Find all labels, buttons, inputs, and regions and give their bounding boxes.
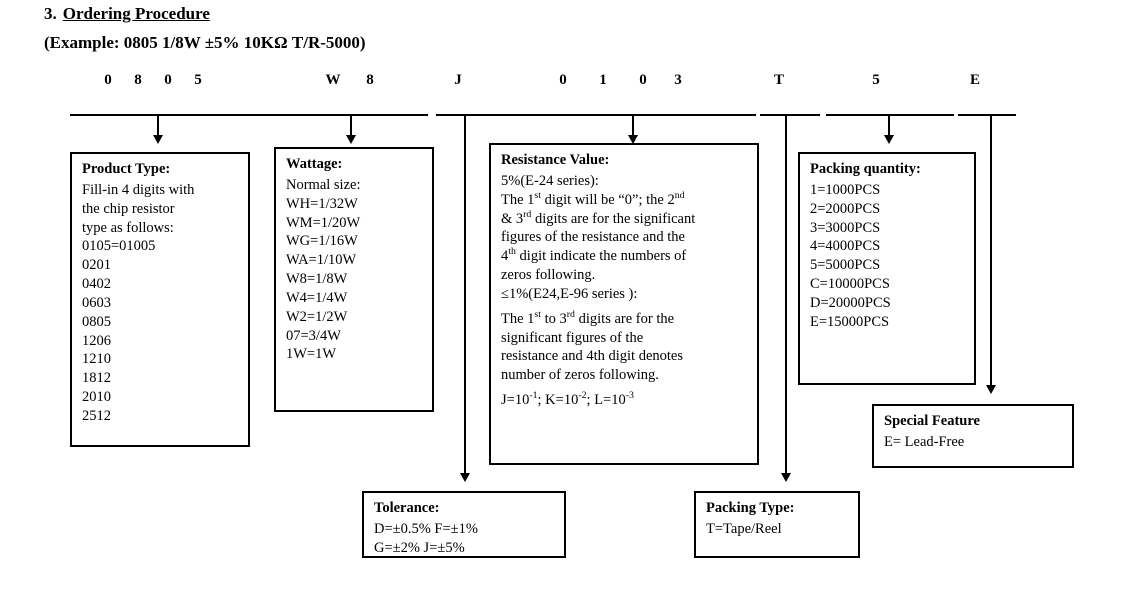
wattage-box	[274, 147, 434, 412]
resistance-value-box	[489, 143, 759, 465]
connector-line-special-feature-vertical	[990, 114, 992, 386]
code-digit: 5	[872, 72, 880, 88]
product-type-line: 0105=01005	[82, 238, 156, 255]
connector-line-wattage	[276, 114, 428, 116]
tolerance-box	[362, 491, 566, 558]
packing-quantity-line: C=10000PCS	[810, 276, 890, 293]
arrow-down-icon	[460, 473, 470, 482]
wattage-line: WH=1/32W	[286, 195, 358, 212]
packing-type-title: Packing Type:	[706, 500, 795, 516]
resistance-sup: rd	[566, 308, 575, 320]
packing-quantity-title: Packing quantity:	[810, 161, 921, 177]
connector-line-packing-type-vertical	[785, 114, 787, 474]
arrow-down-icon	[153, 135, 163, 144]
connector-line-packing-quantity-vertical	[888, 114, 890, 136]
resistance-text: digit will be “0”; the 2	[541, 191, 675, 208]
resistance-sup: nd	[674, 189, 685, 201]
code-digit: 0	[639, 72, 647, 88]
product-type-line: 0603	[82, 294, 111, 311]
packing-quantity-line: 4=4000PCS	[810, 238, 881, 255]
resistance-sup: -1	[529, 390, 538, 402]
resistance-text: ; K=10	[537, 392, 579, 409]
packing-quantity-line: D=20000PCS	[810, 294, 891, 311]
resistance-sup: st	[534, 189, 541, 201]
code-digit: T	[773, 72, 784, 88]
packing-quantity-line: 3=3000PCS	[810, 219, 881, 236]
code-digit: J	[454, 72, 462, 88]
wattage-line: W8=1/8W	[286, 271, 348, 288]
resistance-sup: rd	[523, 208, 532, 220]
code-digit: 0	[104, 72, 112, 88]
tolerance-line: D=±0.5% F=±1%	[374, 520, 478, 537]
wattage-line: W2=1/2W	[286, 308, 348, 325]
resistance-line: number of zeros following.	[501, 367, 659, 384]
product-type-line: 2512	[82, 407, 111, 424]
special-feature-line: E= Lead-Free	[884, 433, 965, 450]
connector-line-special-feature	[958, 114, 1016, 116]
code-digit: 0	[559, 72, 567, 88]
code-digit: 1	[599, 72, 607, 88]
wattage-line: Normal size:	[286, 176, 361, 193]
code-digit: 3	[674, 72, 682, 88]
resistance-line: figures of the resistance and the	[501, 229, 685, 246]
resistance-line	[501, 391, 749, 410]
resistance-line	[501, 191, 749, 210]
arrow-down-icon	[884, 135, 894, 144]
wattage-line: 07=3/4W	[286, 327, 341, 344]
packing-type-box	[694, 491, 860, 558]
product-type-line: 1210	[82, 351, 111, 368]
code-digit: 5	[194, 72, 202, 88]
code-digit: W	[325, 72, 341, 88]
arrow-down-icon	[986, 385, 996, 394]
product-type-line: 0201	[82, 257, 111, 274]
resistance-line: zeros following.	[501, 267, 596, 284]
resistance-line: 5%(E-24 series):	[501, 172, 599, 189]
resistance-sup: -2	[578, 390, 587, 402]
connector-line-wattage-vertical	[350, 114, 352, 136]
code-digit: 8	[134, 72, 142, 88]
resistance-line: ≤1%(E24,E-96 series ):	[501, 285, 638, 302]
connector-line-product-type	[70, 114, 296, 116]
resistance-text: & 3	[501, 210, 524, 227]
code-digit: 8	[366, 72, 374, 88]
packing-quantity-line: E=15000PCS	[810, 313, 890, 330]
wattage-line: 1W=1W	[286, 346, 337, 363]
wattage-title: Wattage:	[286, 156, 343, 172]
product-type-line: 1812	[82, 370, 111, 387]
wattage-line: WG=1/16W	[286, 233, 358, 250]
resistance-text: digits are for the	[574, 310, 675, 327]
resistance-line	[501, 247, 749, 266]
resistance-text: ; L=10	[586, 392, 626, 409]
section-title: Ordering Procedure	[62, 4, 210, 23]
connector-line-resistance	[488, 114, 756, 116]
resistance-line: significant figures of the	[501, 329, 644, 346]
resistance-sup: -3	[625, 390, 634, 402]
packing-quantity-line: 5=5000PCS	[810, 257, 881, 274]
wattage-line: W4=1/4W	[286, 289, 348, 306]
special-feature-box	[872, 404, 1074, 468]
packing-quantity-line: 1=1000PCS	[810, 181, 881, 198]
product-type-line: 1206	[82, 332, 111, 349]
page-title	[44, 4, 210, 24]
packing-quantity-line: 2=2000PCS	[810, 200, 881, 217]
resistance-sup: st	[534, 308, 541, 320]
resistance-text: The 1	[501, 310, 535, 327]
product-type-line: 0805	[82, 313, 111, 330]
connector-line-tolerance-vertical	[464, 114, 466, 474]
resistance-text: 4	[501, 248, 509, 265]
connector-line-packing-type	[760, 114, 820, 116]
resistance-line	[501, 310, 749, 329]
arrow-down-icon	[346, 135, 356, 144]
product-type-title: Product Type:	[82, 161, 171, 177]
tolerance-title: Tolerance:	[374, 500, 440, 516]
example-line: (Example: 0805 1/8W ±5% 10KΩ T/R-5000)	[44, 33, 366, 52]
section-number: 3.	[44, 4, 57, 23]
resistance-title: Resistance Value:	[501, 152, 610, 168]
resistance-text: digit indicate the numbers of	[515, 248, 687, 265]
arrow-down-icon	[781, 473, 791, 482]
wattage-line: WA=1/10W	[286, 252, 357, 269]
special-feature-title: Special Feature	[884, 413, 980, 429]
code-digit: 0	[164, 72, 172, 88]
resistance-text: digits are for the significant	[531, 210, 696, 227]
connector-line-resistance-vertical	[632, 114, 634, 136]
product-type-box	[70, 152, 250, 447]
resistance-line: resistance and 4th digit denotes	[501, 348, 684, 365]
wattage-line: WM=1/20W	[286, 214, 361, 231]
packing-type-line: T=Tape/Reel	[706, 520, 782, 537]
resistance-text: The 1	[501, 191, 535, 208]
product-type-line: Fill-in 4 digits with	[82, 181, 195, 198]
code-digit: E	[969, 72, 980, 88]
product-type-line: type as follows:	[82, 219, 174, 236]
resistance-line	[501, 210, 749, 229]
tolerance-line: G=±2% J=±5%	[374, 539, 465, 556]
product-type-line: 2010	[82, 389, 111, 406]
resistance-text: J=10	[501, 392, 530, 409]
product-type-line: the chip resistor	[82, 200, 175, 217]
connector-line-product-type-vertical	[157, 114, 159, 136]
connector-line-packing-quantity	[826, 114, 954, 116]
resistance-text: to 3	[541, 310, 567, 327]
product-type-line: 0402	[82, 276, 111, 293]
packing-quantity-box	[798, 152, 976, 385]
resistance-sup: th	[508, 246, 516, 258]
